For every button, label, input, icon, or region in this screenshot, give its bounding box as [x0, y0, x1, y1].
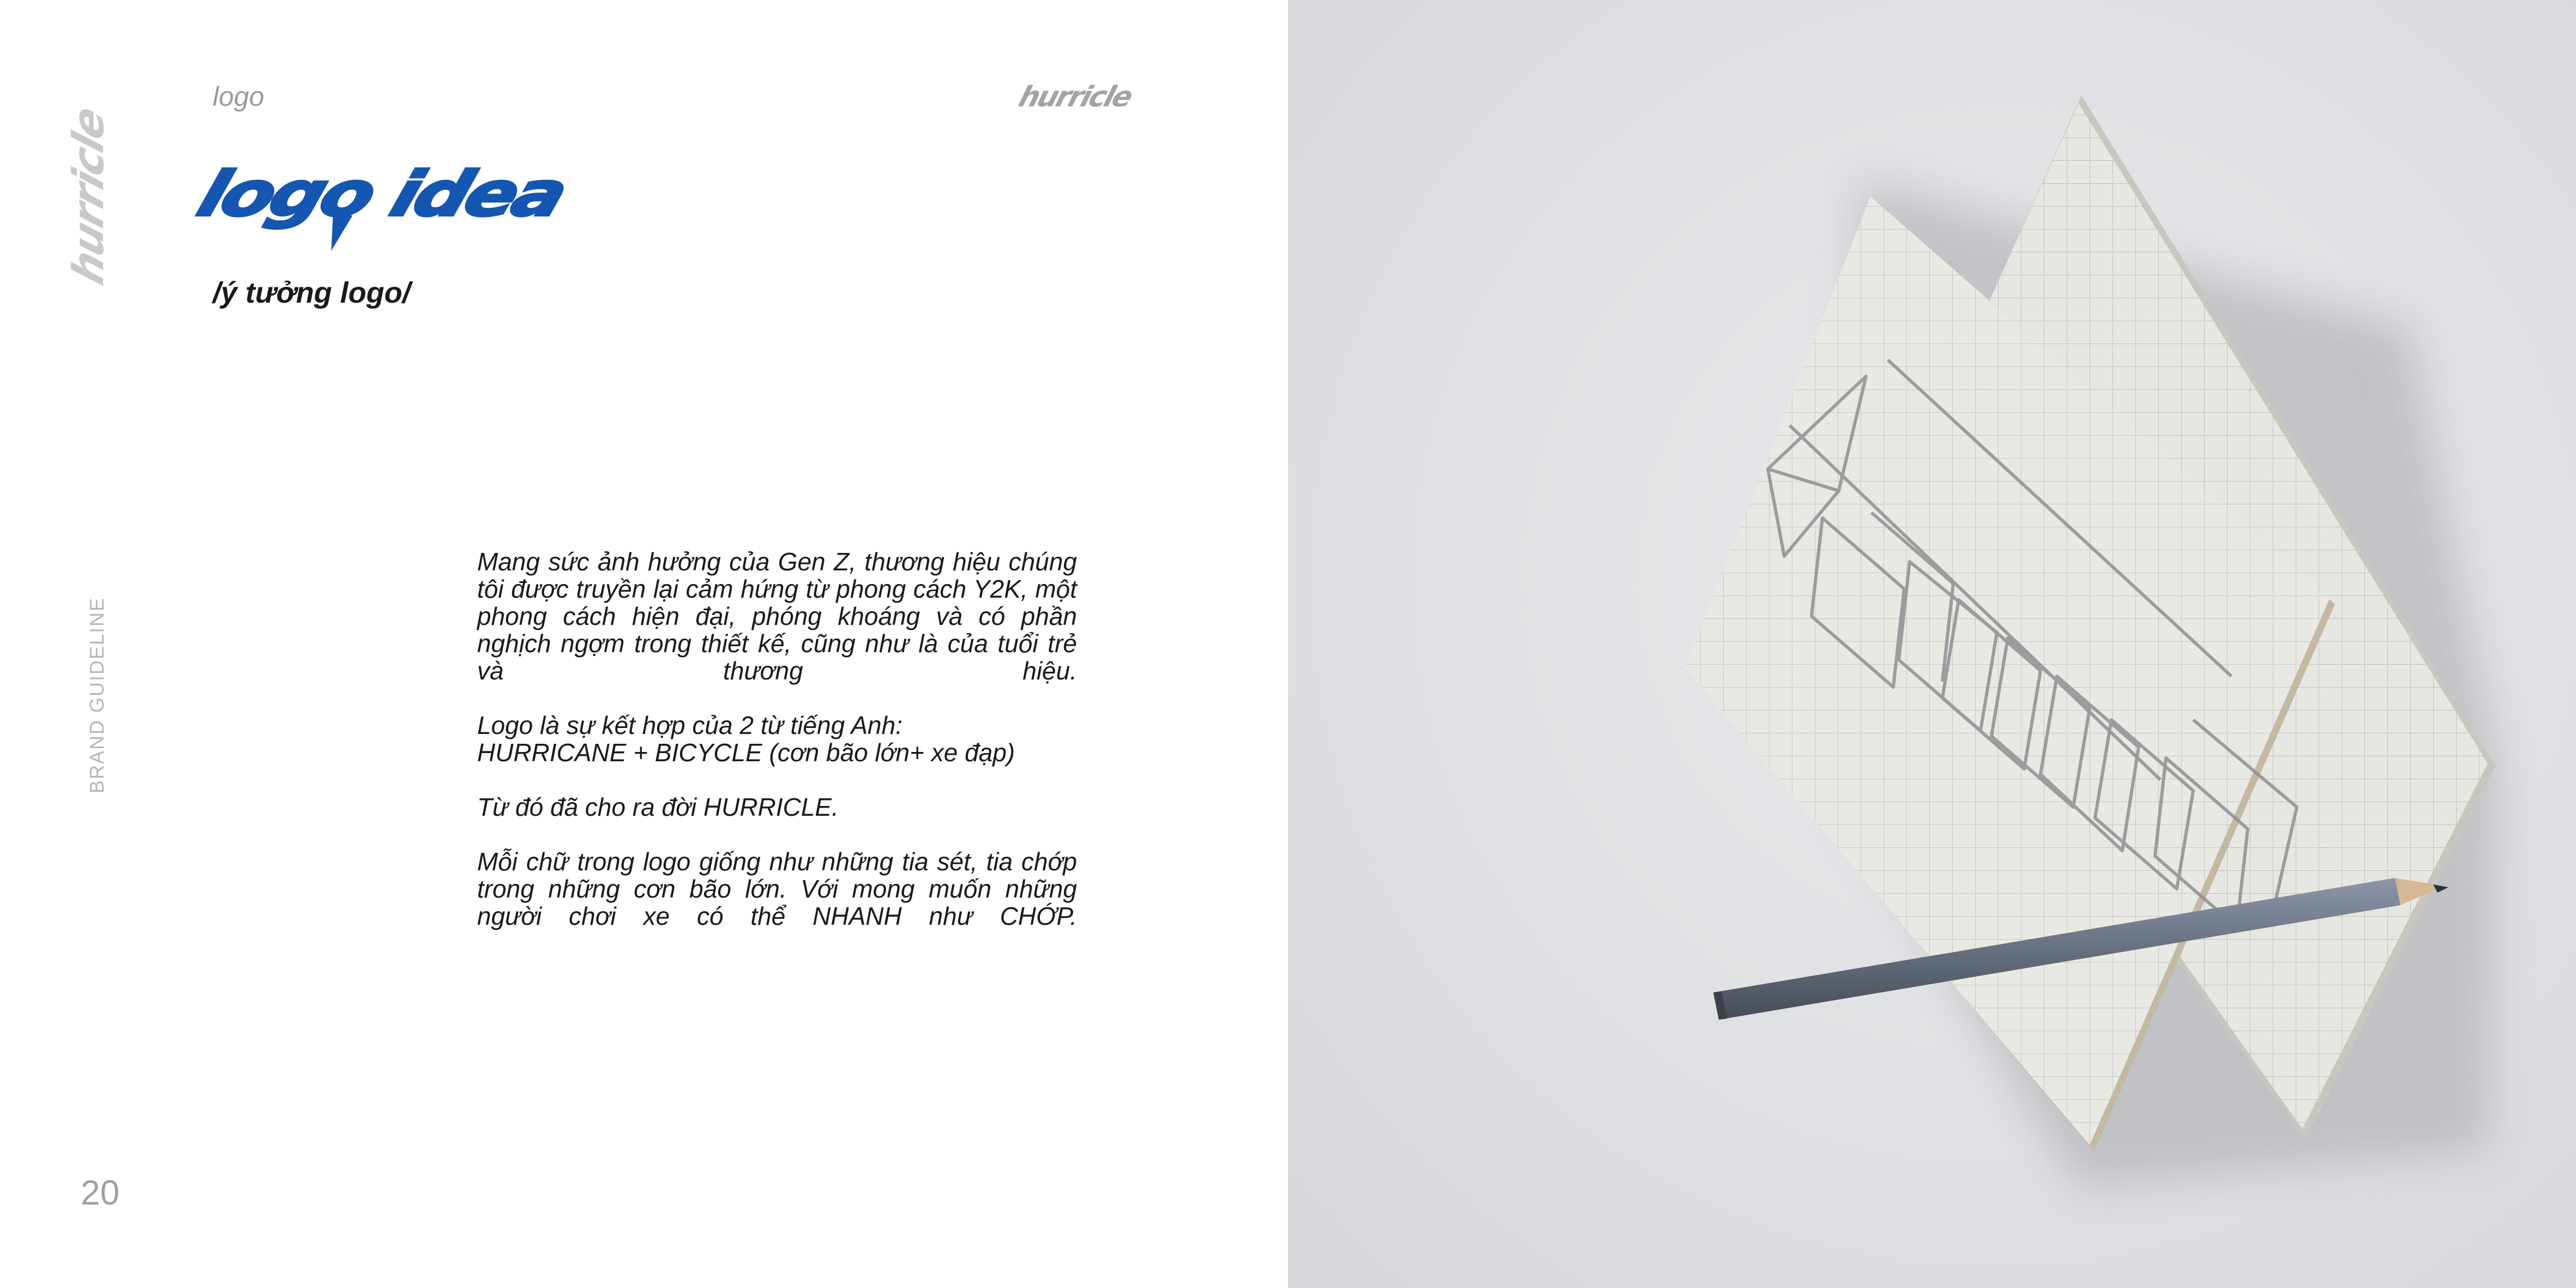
- paragraph-hurricle-born: Từ đó đã cho ra đời HURRICLE.: [477, 793, 839, 821]
- vertical-logo-text: hurricle: [64, 102, 113, 291]
- paragraph-lightning: Mỗi chữ trong logo giống như những tia sét, tia chớp trong những cơn bão lớn. Với mong muốn những người chơi xe có thể NHANH như CHỚP.: [477, 847, 1077, 930]
- brand-wordmark: hurricle: [1015, 81, 1135, 113]
- right-page-photo: [1288, 0, 2576, 1288]
- paragraph-logo-combination: Logo là sự kết hợp của 2 từ tiếng Anh:: [477, 711, 903, 739]
- section-label: logo: [213, 81, 264, 112]
- paragraph-gen-z: Mang sức ảnh hưởng của Gen Z, thương hiệu chúng tôi được truyền lại cảm hứng từ phong cách Y2K, một phong cách hiện đại, phóng khoáng và có phần nghịch ngợm trong thiết kế, cũng như là của tuổi trẻ và thương hiệu.: [477, 547, 1077, 685]
- side-caption: [81, 594, 113, 796]
- body-text: [477, 548, 1077, 957]
- page-title: logo idea: [189, 158, 574, 231]
- paragraph-hurricane-bicycle: HURRICANE + BICYCLE (cơn bão lớn+ xe đạp): [477, 738, 1015, 767]
- vertical-brand-logo: [64, 82, 113, 311]
- page-number: 20: [81, 1173, 120, 1212]
- notepad-sketch-image: [1288, 0, 2576, 1288]
- brand-guideline-label: BRAND GUIDELINE: [86, 597, 108, 794]
- page-subtitle: /ý tưởng logo/: [213, 276, 411, 309]
